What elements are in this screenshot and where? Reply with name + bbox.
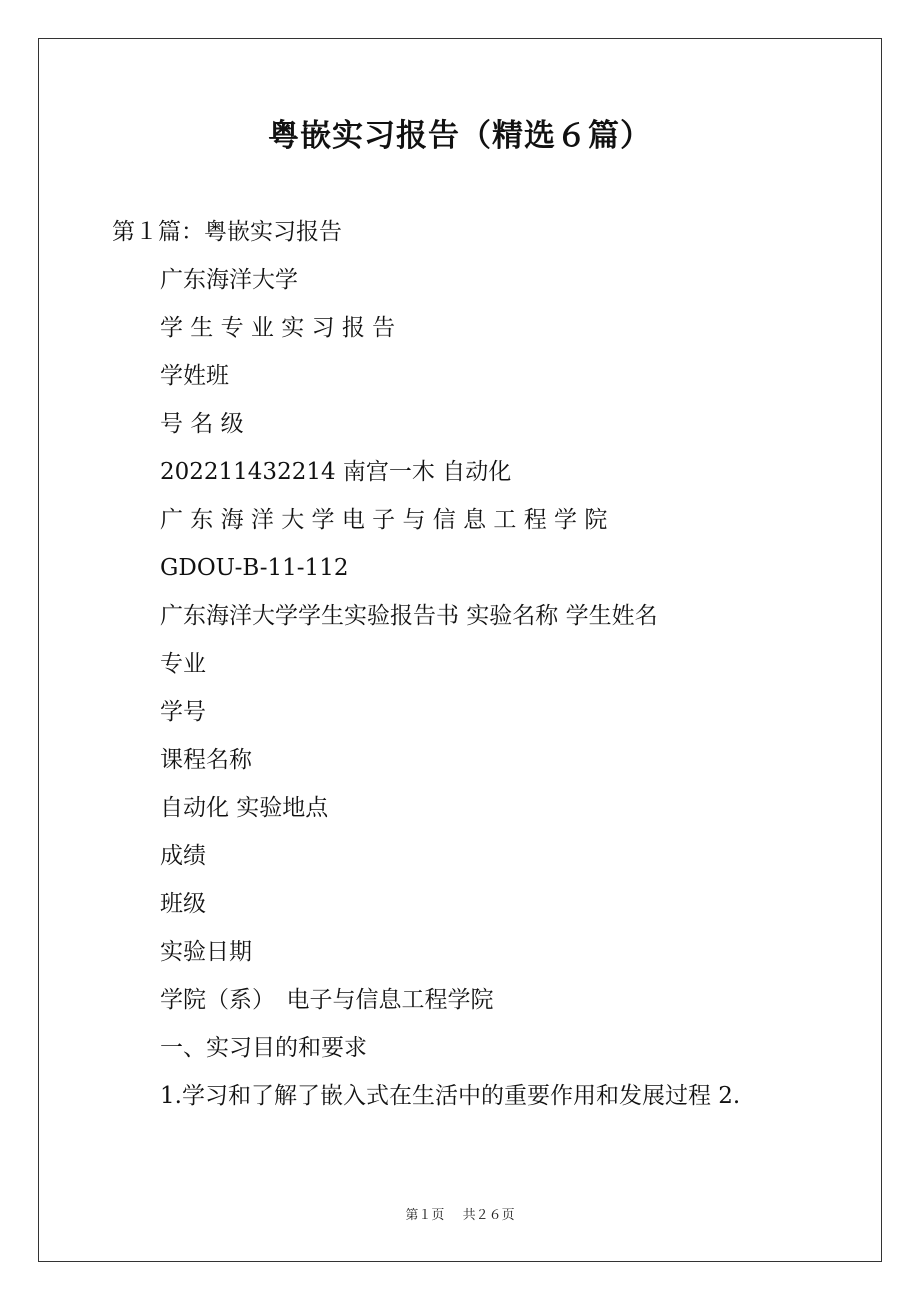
page-total: 共２６页 — [462, 1208, 515, 1223]
text-line: 自动化 实验地点 — [160, 795, 329, 821]
text-line: 广东海洋大学 — [160, 267, 298, 293]
text-line: 学 生 专 业 实 习 报 告 — [160, 315, 396, 341]
text-line: 专业 — [160, 651, 206, 677]
text-line: 学姓班 — [160, 363, 229, 389]
text-line: 号 名 级 — [160, 411, 244, 437]
text-line: 一、实习目的和要求 — [160, 1035, 367, 1061]
text-line: 学号 — [160, 699, 206, 725]
text-line: 成绩 — [160, 843, 206, 869]
page-footer — [0, 1206, 920, 1226]
text-line: 广东海洋大学学生实验报告书 实验名称 学生姓名 — [160, 603, 658, 629]
text-line: 广 东 海 洋 大 学 电 子 与 信 息 工 程 学 院 — [160, 507, 608, 533]
body-text — [160, 260, 850, 1124]
text-line: GDOU-B-11-112 — [160, 555, 349, 581]
page-number: 第１页 — [405, 1208, 445, 1223]
section-heading: 第１篇：粤嵌实习报告 — [112, 219, 342, 245]
text-line: 班级 — [160, 891, 206, 917]
text-line: 学院（系） 电子与信息工程学院 — [160, 987, 494, 1013]
text-line: 实验日期 — [160, 939, 252, 965]
text-line: 202211432214 南宫一木 自动化 — [160, 459, 512, 485]
text-line: 课程名称 — [160, 747, 252, 773]
text-line: 1.学习和了解了嵌入式在生活中的重要作用和发展过程 2. — [160, 1083, 741, 1109]
document-title: 粤嵌实习报告（精选６篇） — [268, 118, 652, 154]
